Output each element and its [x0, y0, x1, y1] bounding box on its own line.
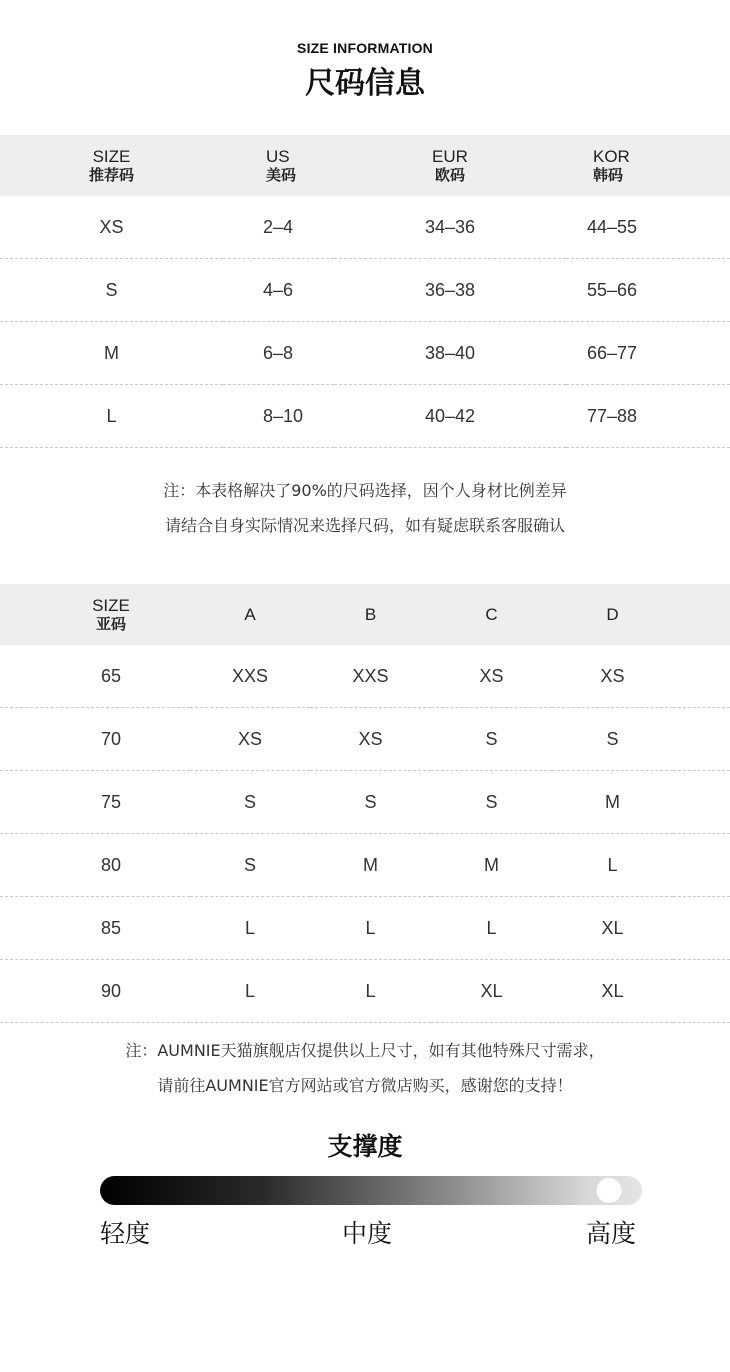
header-spacer: [673, 584, 730, 645]
note-line: 注：本表格解决了90%的尺码选择，因个人身材比例差异: [163, 481, 567, 500]
table-cell: XXS: [190, 645, 310, 708]
table-cell: 66–77: [566, 322, 730, 385]
table-row: [0, 385, 730, 448]
row-spacer: [673, 897, 730, 960]
store-note: [0, 1033, 730, 1103]
header-eur: EUR 欧码: [334, 135, 566, 196]
table-cell: 6–8: [223, 322, 334, 385]
row-spacer: [673, 834, 730, 897]
table-cell: 38–40: [334, 322, 566, 385]
note-line: 请前往AUMNIE官方网站或官方微店购买，感谢您的支持！: [157, 1076, 573, 1095]
table-cell: M: [310, 834, 431, 897]
table-cell: S: [190, 771, 310, 834]
header-cup-d: D: [552, 584, 673, 645]
table-cell: 55–66: [566, 259, 730, 322]
table-row: [0, 960, 730, 1023]
table-cell: XS: [552, 645, 673, 708]
table-cell: 65: [0, 645, 190, 708]
table-row: [0, 771, 730, 834]
table-cell: 90: [0, 960, 190, 1023]
level-high-label: 高度: [585, 1219, 636, 1248]
table-cell: L: [190, 960, 310, 1023]
table-cell: M: [552, 771, 673, 834]
table-cell: 40–42: [334, 385, 566, 448]
table-cell: L: [190, 897, 310, 960]
title-english: SIZE INFORMATION: [297, 40, 433, 56]
table-row: [0, 196, 730, 259]
header-cup-b: B: [310, 584, 431, 645]
table-cell: 8–10: [223, 385, 334, 448]
header-kor: KOR 韩码: [566, 135, 730, 196]
table-row: [0, 897, 730, 960]
table-cell: M: [0, 322, 223, 385]
table-cell: 34–36: [334, 196, 566, 259]
header-us: US 美码: [223, 135, 334, 196]
table-cell: 75: [0, 771, 190, 834]
table-row: [0, 645, 730, 708]
row-spacer: [673, 960, 730, 1023]
size-conversion-table: [0, 135, 730, 448]
table-cell: L: [552, 834, 673, 897]
note-line: 请结合自身实际情况来选择尺码，如有疑虑联系客服确认: [164, 516, 565, 535]
table-cell: 44–55: [566, 196, 730, 259]
row-spacer: [673, 708, 730, 771]
table-cell: 85: [0, 897, 190, 960]
row-spacer: [673, 645, 730, 708]
table-cell: 70: [0, 708, 190, 771]
table-cell: S: [0, 259, 223, 322]
table-cell: 4–6: [223, 259, 334, 322]
level-low-label: 轻度: [100, 1219, 151, 1248]
support-level-indicator: [597, 1178, 622, 1203]
table-cell: XS: [190, 708, 310, 771]
table-header-row: [0, 584, 730, 645]
header-cup-a: A: [190, 584, 310, 645]
table-cell: L: [310, 897, 431, 960]
table-cell: 2–4: [223, 196, 334, 259]
size-note: [0, 473, 730, 543]
table-row: [0, 834, 730, 897]
header-size: SIZE 亚码: [0, 584, 190, 645]
table-row: [0, 322, 730, 385]
table-cell: XL: [552, 897, 673, 960]
table-cell: S: [190, 834, 310, 897]
table-cell: XXS: [310, 645, 431, 708]
cup-size-table: [0, 584, 730, 1023]
table-cell: L: [431, 897, 552, 960]
support-level-bar: [100, 1176, 642, 1205]
level-mid-label: 中度: [341, 1219, 392, 1248]
title-chinese: 尺码信息: [305, 66, 425, 101]
table-row: [0, 259, 730, 322]
table-header-row: [0, 135, 730, 196]
note-line: 注：AUMNIE天猫旗舰店仅提供以上尺寸，如有其他特殊尺寸需求，: [125, 1041, 605, 1060]
table-cell: 77–88: [566, 385, 730, 448]
table-cell: S: [552, 708, 673, 771]
table-cell: XS: [310, 708, 431, 771]
table-cell: S: [310, 771, 431, 834]
header-cup-c: C: [431, 584, 552, 645]
header-size: SIZE 推荐码: [0, 135, 223, 196]
table-cell: XL: [552, 960, 673, 1023]
support-title: 支撑度: [327, 1132, 403, 1161]
table-cell: S: [431, 708, 552, 771]
table-cell: XL: [431, 960, 552, 1023]
table-cell: L: [310, 960, 431, 1023]
table-cell: XS: [431, 645, 552, 708]
table-row: [0, 708, 730, 771]
table-cell: XS: [0, 196, 223, 259]
table-cell: 80: [0, 834, 190, 897]
table-cell: L: [0, 385, 223, 448]
row-spacer: [673, 771, 730, 834]
table-cell: S: [431, 771, 552, 834]
table-cell: M: [431, 834, 552, 897]
table-cell: 36–38: [334, 259, 566, 322]
